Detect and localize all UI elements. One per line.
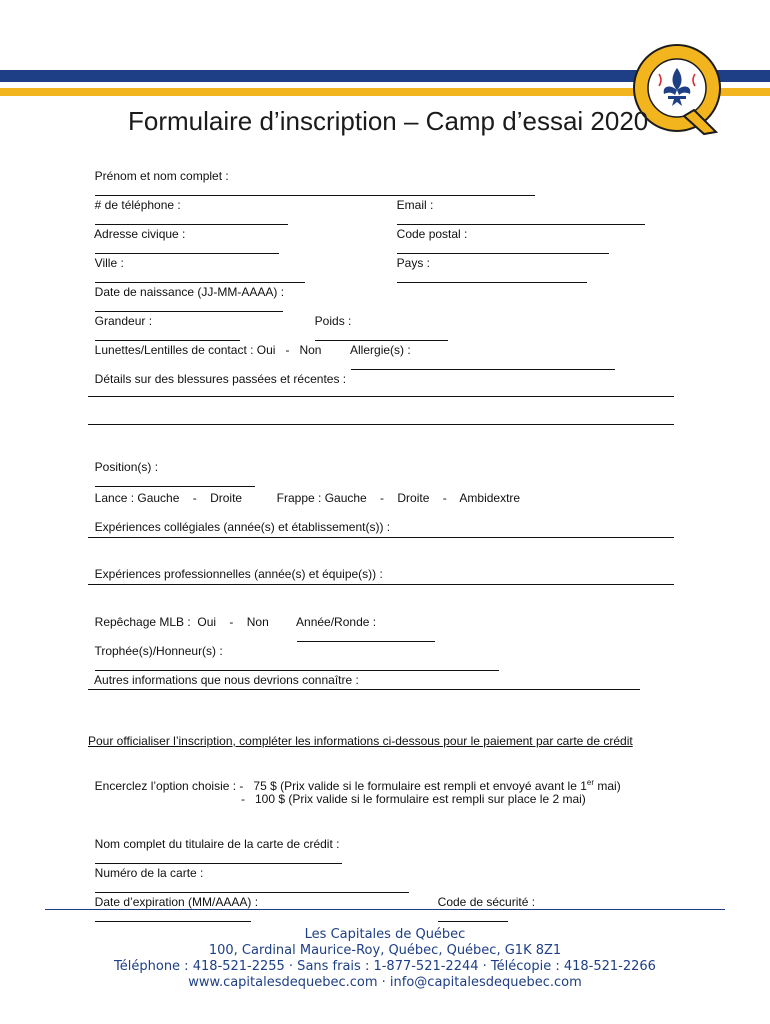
field-nom-label: Prénom et nom complet :: [94, 169, 229, 183]
autres-input-line[interactable]: [88, 678, 640, 690]
field-naissance-label: Date de naissance (JJ-MM-AAAA) :: [94, 285, 285, 299]
field-repechage: [88, 598, 269, 630]
field-lance: [88, 474, 242, 506]
field-collegiales-label: Expériences collégiales (année(s) et établissement(s)) :: [94, 520, 391, 534]
professionnelles-input-line[interactable]: [88, 573, 674, 585]
field-annee-ronde-label: Année/Ronde :: [296, 615, 377, 629]
field-lance-label[interactable]: Lance : Gauche - Droite: [94, 491, 243, 505]
field-code-postal-label: Code postal :: [396, 227, 468, 241]
field-numero-carte-label: Numéro de la carte :: [94, 866, 204, 880]
payment-option-75-end: mai): [594, 779, 621, 793]
footer-phones: Téléphone : 418-521-2255 · Sans frais : 1-877-521-2244 · Télécopie : 418-521-2266: [114, 959, 656, 974]
field-professionnelles-label: Expériences professionnelles (année(s) et équipe(s)) :: [94, 567, 383, 581]
payment-option-75-label: Encerclez l’option choisie : - 75 $ (Prix valide si le formulaire est rempli et envoyé avant le 1: [94, 779, 587, 793]
footer-web[interactable]: www.capitalesdequebec.com · info@capitalesdequebec.com: [188, 975, 582, 990]
field-ville-label: Ville :: [94, 256, 124, 270]
field-trophees-label: Trophée(s)/Honneur(s) :: [94, 644, 223, 658]
securite-input-line[interactable]: [438, 910, 508, 922]
blessures-input-line-1[interactable]: [88, 385, 674, 397]
payment-option-75-sup: er: [586, 778, 595, 787]
field-pays: [390, 239, 587, 287]
form-title: Formulaire d’inscription – Camp d’essai 2020: [128, 106, 649, 136]
field-titulaire-label: Nom complet du titulaire de la carte de crédit :: [94, 837, 340, 851]
field-expiration: [88, 878, 258, 926]
field-grandeur-label: Grandeur :: [94, 314, 153, 328]
header-band-gold: [0, 88, 640, 96]
field-blessures: [88, 355, 346, 387]
field-lunettes-label[interactable]: Lunettes/Lentilles de contact : Oui - Non: [94, 343, 322, 357]
header-band-blue: [0, 70, 640, 82]
field-securite-label: Code de sécurité :: [437, 895, 536, 909]
expiration-input-line[interactable]: [95, 910, 251, 922]
field-autres-label: Autres informations que nous devrions connaître :: [94, 673, 359, 687]
field-securite: [431, 878, 535, 926]
field-email-label: Email :: [396, 198, 434, 212]
field-adresse-label: Adresse civique :: [94, 227, 186, 241]
field-positions-label: Position(s) :: [94, 460, 159, 474]
payment-option-75[interactable]: [88, 762, 621, 794]
footer-address: 100, Cardinal Maurice-Roy, Québec, Québec, G1K 8Z1: [208, 943, 562, 958]
field-expiration-label: Date d’expiration (MM/AAAA) :: [94, 895, 259, 909]
field-telephone-label: # de téléphone :: [94, 198, 181, 212]
field-allergies-label: Allergie(s) :: [350, 343, 411, 357]
footer-org: Les Capitales de Québec: [304, 927, 466, 942]
footer-rule: [45, 909, 725, 910]
pays-input-line[interactable]: [397, 271, 587, 283]
payment-option-100[interactable]: - 100 $ (Prix valide si le formulaire est rempli sur place le 2 mai): [241, 792, 586, 806]
field-lunettes: [88, 326, 321, 358]
field-repechage-label[interactable]: Repêchage MLB : Oui - Non: [94, 615, 269, 629]
field-blessures-label: Détails sur des blessures passées et récentes :: [94, 372, 347, 386]
allergies-input-line[interactable]: [351, 358, 615, 370]
field-allergies: [344, 326, 615, 374]
payment-heading: Pour officialiser l’inscription, compléter les informations ci-dessous pour le paiement par carte de crédit: [88, 734, 633, 748]
blessures-input-line-2[interactable]: [88, 413, 674, 425]
field-pays-label: Pays :: [396, 256, 431, 270]
field-frappe: [270, 474, 520, 506]
field-poids-label: Poids :: [314, 314, 352, 328]
field-frappe-label[interactable]: Frappe : Gauche - Droite - Ambidextre: [276, 491, 521, 505]
collegiales-input-line[interactable]: [88, 526, 674, 538]
